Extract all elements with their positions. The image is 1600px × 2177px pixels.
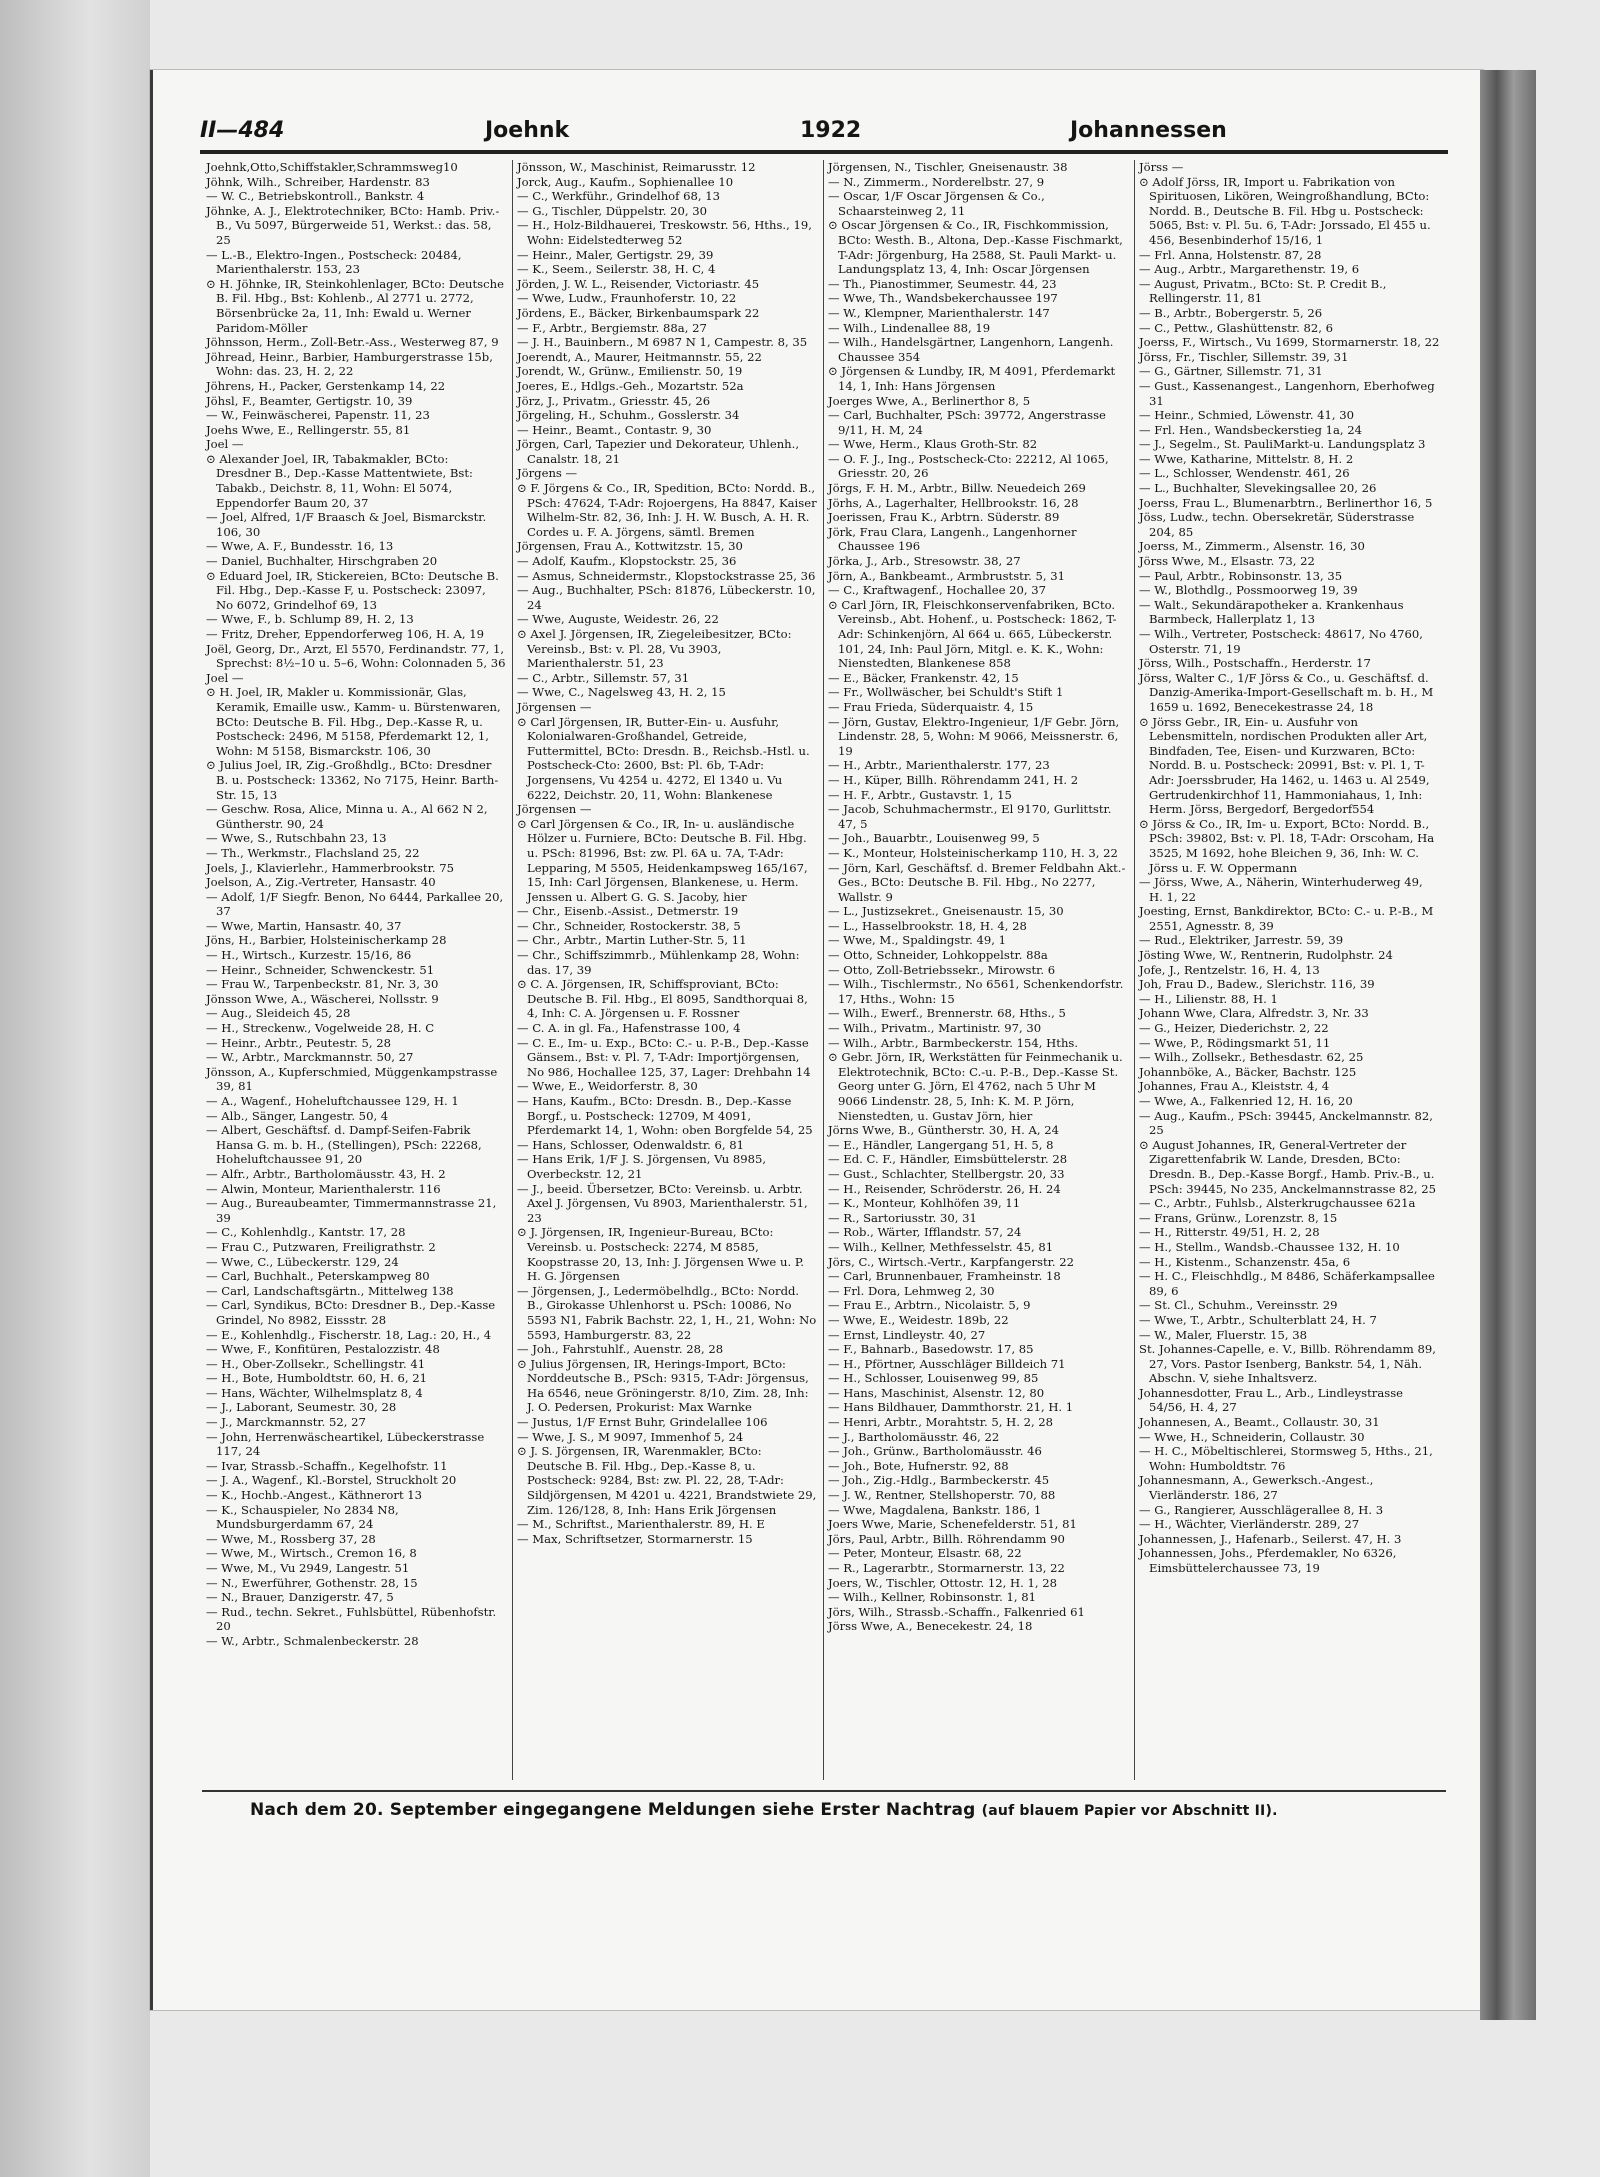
- directory-entry: Jöhsl, F., Beamter, Gertigstr. 10, 39: [206, 393, 413, 408]
- directory-entry: — Aug., Kaufm., PSch: 39445, Anckelmannstr. 82, 25: [1139, 1108, 1433, 1138]
- directory-entry: — Frau Frieda, Süderquaistr. 4, 15: [828, 699, 1034, 714]
- directory-entry: — C., Kohlenhdlg., Kantstr. 17, 28: [206, 1225, 406, 1240]
- directory-entry: — Wwe, C., Lübeckerstr. 129, 24: [206, 1254, 399, 1269]
- directory-entry: — J., Bartholomäusstr. 46, 22: [828, 1429, 1000, 1444]
- directory-entry: ⊙ August Johannes, IR, General-Vertreter der Zigarettenfabrik W. Lande, Dresden, BCto: Dresdn. B., Dep.-Kasse Borgf., Hamb. Priv.-B., u. PSch: 39445, No 235, Anckelmannstrasse 82, 25: [1139, 1137, 1437, 1196]
- directory-entry: — W., Maler, Fluerstr. 15, 38: [1139, 1327, 1307, 1342]
- directory-entry: — Joel, Alfred, 1/F Braasch & Joel, Bismarckstr. 106, 30: [206, 510, 487, 539]
- directory-entry: — Hans, Schlosser, Odenwaldstr. 6, 81: [517, 1137, 745, 1152]
- directory-entry: — L.-B., Elektro-Ingen., Postscheck: 20484, Marienthalerstr. 153, 23: [206, 247, 462, 277]
- directory-entry: — Ivar, Strassb.-Schaffn., Kegelhofstr. 11: [206, 1458, 448, 1473]
- directory-entry: Jörk, Frau Clara, Langenh., Langenhorner Chaussee 196: [828, 524, 1077, 554]
- directory-entry: — Joh., Bote, Hufnerstr. 92, 88: [828, 1458, 1009, 1473]
- directory-entry: — Jörn, Karl, Geschäftsf. d. Bremer Feldbahn Akt.-Ges., BCto: Deutsche B. Fil. Hbg., No 2277, Wallstr. 9: [828, 860, 1126, 904]
- directory-entry: — H., Reisender, Schröderstr. 26, H. 24: [828, 1181, 1061, 1196]
- book-edge: [1480, 70, 1536, 2020]
- directory-entry: — N., Brauer, Danzigerstr. 47, 5: [206, 1590, 394, 1605]
- directory-entry: Joel —: [206, 670, 244, 685]
- directory-entry: — F., Arbtr., Bergiemstr. 88a, 27: [517, 320, 707, 335]
- directory-entry: — K., Seem., Seilerstr. 38, H. C, 4: [517, 262, 716, 277]
- directory-entry: Jönsson, A., Kupferschmied, Müggenkampstrasse 39, 81: [206, 1064, 498, 1094]
- directory-entry: — Max, Schriftsetzer, Stormarnerstr. 15: [517, 1531, 753, 1546]
- directory-entry: Jörgensen, Frau A., Kottwitzstr. 15, 30: [517, 539, 743, 554]
- directory-entry: — Wwe, A., Falkenried 12, H. 16, 20: [1139, 1094, 1353, 1108]
- column-1: [202, 160, 513, 1780]
- directory-entry: Joels, J., Klavierlehr., Hammerbrookstr. 75: [206, 860, 454, 875]
- directory-entry: — Aug., Arbtr., Margarethenstr. 19, 6: [1139, 262, 1360, 277]
- footer-main-text: Nach dem 20. September eingegangene Meldungen siehe Erster Nachtrag: [250, 1800, 976, 1820]
- directory-entry: — Jacob, Schuhmachermstr., El 9170, Gurlittstr. 47, 5: [828, 802, 1112, 831]
- right-running-head: Johannessen: [1070, 118, 1227, 143]
- directory-entry: ⊙ Carl Jörgensen, IR, Butter-Ein- u. Ausfuhr, Kolonialwaren-Großhandel, Getreide, Futtermittel, BCto: Dresdn. B., Reichsb.-Hstl. u. Postscheck-Cto: 2600, Bst: Pl. 6b, T-Adr: Jorgensens, Vu 4254 u. 4272, El 1340 u. Vu 6222, Deichstr. 20, 11, Wohn: Blankenese: [517, 714, 810, 802]
- directory-entry: — Justus, 1/F Ernst Buhr, Grindelallee 106: [517, 1415, 768, 1430]
- directory-entry: — J., Laborant, Seumestr. 30, 28: [206, 1400, 397, 1415]
- directory-entry: Jörss, Wilh., Postschaffn., Herderstr. 17: [1139, 656, 1371, 671]
- directory-entry: Jofe, J., Rentzelstr. 16, H. 4, 13: [1139, 962, 1320, 977]
- directory-entry: Jörss, Walter C., 1/F Jörss & Co., u. Geschäftsf. d. Danzig-Amerika-Import-Gesellschaft m. b. H., M 1659 u. 1692, Benecekestrasse 24, 18: [1139, 670, 1434, 714]
- directory-entry: Joerss, M., Zimmerm., Alsenstr. 16, 30: [1139, 539, 1365, 554]
- directory-entry: — Jörgensen, J., Ledermöbelhdlg., BCto: Nordd. B., Girokasse Uhlenhorst u. PSch: 10086, No 5593 N1, Fabrik Bachstr. 22, 1, H., 21, Wohn: No 5593, Hamburgerstr. 83, 22: [517, 1283, 817, 1342]
- directory-entry: — Wwe, E., Weidorferstr. 8, 30: [517, 1079, 698, 1094]
- directory-entry: ⊙ Carl Jörn, IR, Fleischkonservenfabriken, BCto. Vereinsb., Abt. Hohenf., u. Postscheck: 1862, T-Adr: Schinkenjörn, Al 664 u. 665, Lübeckerstr. 101, 24, Inh: Paul Jörn, Mitgl. e. K. K., Wohn: Nienstedten, Blankenese 858: [828, 597, 1117, 671]
- directory-entry: — G., Rangierer, Ausschlägerallee 8, H. 3: [1139, 1502, 1384, 1517]
- directory-entry: — H. F., Arbtr., Gustavstr. 1, 15: [828, 787, 1012, 802]
- directory-entry: — Adolf, 1/F Siegfr. Benon, No 6444, Parkallee 20, 37: [206, 889, 504, 919]
- directory-entry: — J., beeid. Übersetzer, BCto: Vereinsb. u. Arbtr. Axel J. Jörgensen, Vu 8903, Marienthalerstr. 51, 23: [517, 1181, 808, 1225]
- directory-entry: — Chr., Arbtr., Martin Luther-Str. 5, 11: [517, 933, 747, 948]
- directory-entry: Jöss, Ludw., techn. Obersekretär, Süderstrasse 204, 85: [1139, 510, 1415, 539]
- directory-entry: — L., Justizsekret., Gneisenaustr. 15, 30: [828, 904, 1064, 919]
- directory-entry: — Paul, Arbtr., Robinsonstr. 13, 35: [1139, 568, 1343, 583]
- directory-entry: — Wwe, E., Weidestr. 189b, 22: [828, 1312, 1009, 1327]
- directory-entry: Jörka, J., Arb., Stresowstr. 38, 27: [828, 554, 1021, 569]
- directory-entry: — Fritz, Dreher, Eppendorferweg 106, H. A, 19: [206, 627, 485, 641]
- directory-entry: Jöhread, Heinr., Barbier, Hamburgerstrasse 15b, Wohn: das. 23, H. 2, 22: [206, 349, 493, 379]
- column-3: [824, 160, 1135, 1780]
- directory-entry: Jösting Wwe, W., Rentnerin, Rudolphstr. 24: [1139, 948, 1393, 963]
- directory-entry: — L., Buchhalter, Slevekingsallee 20, 26: [1139, 481, 1377, 496]
- directory-entry: Joers, W., Tischler, Ottostr. 12, H. 1, 28: [828, 1575, 1058, 1590]
- directory-entry: Jörgensen —: [517, 699, 592, 714]
- directory-entry: Jörs, Paul, Arbtr., Billh. Röhrendamm 90: [828, 1531, 1065, 1546]
- directory-entry: Jörns Wwe, B., Güntherstr. 30, H. A, 24: [828, 1123, 1059, 1138]
- directory-entry: — Albert, Geschäftsf. d. Dampf-Seifen-Fabrik Hansa G. m. b. H., (Stellingen), PSch: 22268, Hoheluftchaussee 91, 20: [206, 1123, 482, 1167]
- directory-entry: — Joh., Zig.-Hdlg., Barmbeckerstr. 45: [828, 1473, 1050, 1488]
- directory-entry: Jörz, J., Privatm., Griesstr. 45, 26: [517, 393, 711, 408]
- directory-entry: — J., Segelm., St. PauliMarkt-u. Landungsplatz 3: [1139, 437, 1426, 452]
- directory-entry: Jöhrens, H., Packer, Gerstenkamp 14, 22: [206, 378, 446, 393]
- directory-entry: — Ernst, Lindleystr. 40, 27: [828, 1327, 986, 1342]
- directory-entry: — Wilh., Handelsgärtner, Langenhorn, Langenh. Chaussee 354: [828, 335, 1114, 364]
- directory-entry: ⊙ Eduard Joel, IR, Stickereien, BCto: Deutsche B. Fil. Hbg., Dep.-Kasse F, u. Postscheck: 23097, No 6072, Grindelhof 69, 13: [206, 568, 499, 612]
- directory-entry: — Frl. Anna, Holstenstr. 87, 28: [1139, 247, 1322, 262]
- directory-entry: — Heinr., Arbtr., Peutestr. 5, 28: [206, 1035, 391, 1050]
- directory-entry: — Wwe, Herm., Klaus Groth-Str. 82: [828, 437, 1038, 452]
- directory-entry: — Otto, Schneider, Lohkoppelstr. 88a: [828, 948, 1048, 963]
- directory-entry: — Heinr., Schneider, Schwenckestr. 51: [206, 962, 435, 977]
- column-2: [513, 160, 824, 1780]
- directory-entry: — J. H., Bauinbern., M 6987 N 1, Campestr. 8, 35: [517, 335, 808, 350]
- directory-entry: — F., Bahnarb., Basedowstr. 17, 85: [828, 1342, 1034, 1357]
- directory-entry: — H., Holz-Bildhauerei, Treskowstr. 56, Hths., 19, Wohn: Eidelstedterweg 52: [517, 218, 812, 247]
- footer-notice: [250, 1800, 1450, 1820]
- directory-entry: — H., Schlosser, Louisenweg 99, 85: [828, 1371, 1039, 1386]
- directory-entry: — Chr., Eisenb.-Assist., Detmerstr. 19: [517, 904, 739, 919]
- directory-entry: — St. Cl., Schuhm., Vereinsstr. 29: [1139, 1298, 1338, 1313]
- directory-entry: — W. C., Betriebskontroll., Bankstr. 4: [206, 189, 425, 204]
- directory-entry: — R., Sartoriusstr. 30, 31: [828, 1210, 977, 1225]
- directory-entry: ⊙ H. Joel, IR, Makler u. Kommissionär, Glas, Keramik, Emaille usw., Kamm- u. Bürstenwaren, BCto: Deutsche B. Fil. Hbg., Dep.-Kasse R, u. Postscheck: 2496, M 5158, Pferdemarkt 12, 1, Wohn: M 5158, Bismarckstr. 106, 30: [206, 685, 501, 758]
- directory-entry: Jörgeling, H., Schuhm., Gosslerstr. 34: [517, 408, 740, 423]
- directory-entry: — Heinr., Beamt., Contastr. 9, 30: [517, 422, 712, 437]
- directory-entry: — Alb., Sänger, Langestr. 50, 4: [206, 1108, 389, 1123]
- directory-entry: — A., Wagenf., Hoheluftchaussee 129, H. 1: [206, 1094, 459, 1108]
- page-number: II—484: [200, 118, 285, 143]
- directory-entry: ⊙ J. S. Jörgensen, IR, Warenmakler, BCto: Deutsche B. Fil. Hbg., Dep.-Kasse 8, u. Postscheck: 9284, Bst: zw. Pl. 22, 28, T-Adr: Sildjörgensen, M 4201 u. 4221, Brandstwiete 29, Zim. 126/128, 8, Inh: Hans Erik Jörgensen: [517, 1444, 817, 1517]
- directory-entry: — Geschw. Rosa, Alice, Minna u. A., Al 662 N 2, Güntherstr. 90, 24: [206, 802, 488, 831]
- page-header: [200, 118, 1450, 154]
- directory-entry: Joerss, F., Wirtsch., Vu 1699, Stormarnerstr. 18, 22: [1139, 335, 1440, 350]
- directory-entry: Jörn, A., Bankbeamt., Armbruststr. 5, 31: [828, 568, 1065, 583]
- directory-entry: Jörgens —: [517, 466, 578, 481]
- directory-entry: — H., Wirtsch., Kurzestr. 15/16, 86: [206, 948, 412, 963]
- column-4: [1135, 160, 1446, 1780]
- directory-entry: — Chr., Schiffszimmrb., Mühlenkamp 28, Wohn: das. 17, 39: [517, 948, 800, 977]
- directory-entry: — Wwe, Magdalena, Bankstr. 186, 1: [828, 1502, 1042, 1517]
- directory-entry: Johannessen, Johs., Pferdemakler, No 6326, Eimsbüttelerchaussee 73, 19: [1139, 1546, 1397, 1575]
- directory-entry: Jörgensen, N., Tischler, Gneisenaustr. 38: [828, 160, 1068, 174]
- directory-entry: — K., Monteur, Holsteinischerkamp 110, H. 3, 22: [828, 845, 1118, 860]
- directory-entry: ⊙ F. Jörgens & Co., IR, Spedition, BCto: Nordd. B., PSch: 47624, T-Adr: Rojoergens, Ha 8847, Kaiser Wilhelm-Str. 82, 36, Inh: J. H. W. Busch, A. H. R. Cordes u. F. A. Jörgens, sämtl. Bremen: [517, 481, 817, 539]
- directory-entry: — C., Kraftwagenf., Hochallee 20, 37: [828, 583, 1047, 598]
- directory-entry: — Carl, Buchhalt., Peterskampweg 80: [206, 1269, 430, 1284]
- directory-entry: Jörss —: [1139, 160, 1184, 174]
- directory-entry: — Aug., Bureaubeamter, Timmermannstrasse 21, 39: [206, 1196, 497, 1225]
- directory-entry: — Wilh., Zollsekr., Bethesdastr. 62, 25: [1139, 1050, 1364, 1065]
- directory-entry: — Wilh., Ewerf., Brennerstr. 68, Hths., 5: [828, 1006, 1066, 1021]
- directory-entry: — Wilh., Tischlermstr., No 6561, Schenkendorfstr. 17, Hths., Wohn: 15: [828, 977, 1124, 1006]
- directory-entry: ⊙ C. A. Jörgensen, IR, Schiffsproviant, BCto: Deutsche B. Fil. Hbg., El 8095, Sandthorquai 8, 4, Inh: C. A. Jörgensen u. F. Rossner: [517, 977, 808, 1021]
- directory-entry: — Heinr., Schmied, Löwenstr. 41, 30: [1139, 408, 1355, 423]
- directory-entry: — E., Kohlenhdlg., Fischerstr. 18, Lag.: 20, H., 4: [206, 1327, 492, 1342]
- directory-entry: — H., Küper, Billh. Röhrendamm 241, H. 2: [828, 772, 1079, 787]
- directory-entry: — Otto, Zoll-Betriebssekr., Mirowstr. 6: [828, 962, 1056, 977]
- directory-entry: — C., Werkführ., Grindelhof 68, 13: [517, 189, 721, 204]
- directory-entry: — Carl, Syndikus, BCto: Dresdner B., Dep.-Kasse Grindel, No 8982, Eissstr. 28: [206, 1298, 496, 1327]
- directory-entry: Joehs Wwe, E., Rellingerstr. 55, 81: [206, 422, 411, 437]
- directory-entry: — J. W., Rentner, Stellshoperstr. 70, 88: [828, 1488, 1056, 1503]
- directory-entry: — Wwe, P., Rödingsmarkt 51, 11: [1139, 1035, 1331, 1050]
- directory-entry: — Wwe, Th., Wandsbekerchaussee 197: [828, 291, 1058, 306]
- directory-entry: — H. C., Möbeltischlerei, Stormsweg 5, Hths., 21, Wohn: Humboldtstr. 76: [1139, 1444, 1433, 1473]
- year-running-head: 1922: [800, 118, 862, 143]
- scan-left-margin: [0, 0, 150, 2177]
- directory-entry: Joerendt, A., Maurer, Heitmannstr. 55, 22: [517, 349, 762, 364]
- directory-entry: — Jörss, Wwe, A., Näherin, Winterhuderweg 49, H. 1, 22: [1139, 875, 1423, 904]
- directory-entry: ⊙ Gebr. Jörn, IR, Werkstätten für Feinmechanik u. Elektrotechnik, BCto: C.-u. P.-B., Dep.-Kasse St. Georg unter G. Jörn, El 4762, nach 5 Uhr M 9066 Lindenstr. 28, 5, Inh: K. M. P. Jörn, Nienstedten, u. Gustav Jörn, hier: [828, 1050, 1123, 1123]
- directory-entry: — Alfr., Arbtr., Bartholomäusstr. 43, H. 2: [206, 1166, 446, 1181]
- directory-entry: — Adolf, Kaufm., Klopstockstr. 25, 36: [517, 554, 737, 569]
- directory-entry: — Chr., Schneider, Rostockerstr. 38, 5: [517, 918, 741, 933]
- directory-entry: — Wwe, J. S., M 9097, Immenhof 5, 24: [517, 1429, 744, 1444]
- directory-entry: — Ed. C. F., Händler, Eimsbüttelerstr. 28: [828, 1152, 1068, 1167]
- directory-entry: — Jörn, Gustav, Elektro-Ingenieur, 1/F Gebr. Jörn, Lindenstr. 28, 5, Wohn: M 9066, Meissnerstr. 6, 19: [828, 714, 1120, 758]
- directory-entry: — Wwe, A. F., Bundesstr. 16, 13: [206, 539, 394, 554]
- directory-entry: — Wwe, Ludw., Fraunhoferstr. 10, 22: [517, 291, 737, 306]
- directory-entry: — Joh., Bauarbtr., Louisenweg 99, 5: [828, 831, 1040, 846]
- directory-entry: — C., Arbtr., Sillemstr. 57, 31: [517, 670, 690, 685]
- directory-entry: ⊙ Carl Jörgensen & Co., IR, In- u. ausländische Hölzer u. Furniere, BCto: Deutsche B. Fil. Hbg. u. PSch: 81996, Bst: zw. Pl. 6A u. 7A, T-Adr: Lepparing, M 5505, Heidenkampsweg 165/167, 15, Inh: Carl Jörgensen, Blankenese, u. Herm. Jenssen u. Albert G. G. S. Jacoby, hier: [517, 816, 808, 904]
- directory-entry: — K., Monteur, Kohlhöfen 39, 11: [828, 1196, 1021, 1211]
- directory-entry: — Asmus, Schneidermstr., Klopstockstrasse 25, 36: [517, 568, 816, 583]
- directory-entry: — Rob., Wärter, Ifflandstr. 57, 24: [828, 1225, 1022, 1240]
- directory-entry: — H., Ritterstr. 49/51, H. 2, 28: [1139, 1225, 1320, 1240]
- directory-entry: — W., Arbtr., Marckmannstr. 50, 27: [206, 1050, 414, 1065]
- directory-entry: — August, Privatm., BCto: St. P. Credit B., Rellingerstr. 11, 81: [1139, 276, 1387, 306]
- directory-entry: — H., Streckenw., Vogelweide 28, H. C: [206, 1021, 435, 1036]
- directory-entry: — Wilh., Arbtr., Barmbeckerstr. 154, Hths.: [828, 1035, 1079, 1050]
- directory-entry: — R., Lagerarbtr., Stormarnerstr. 13, 22: [828, 1561, 1065, 1575]
- directory-entry: Joers Wwe, Marie, Schenefelderstr. 51, 81: [828, 1517, 1077, 1532]
- directory-entry: ⊙ Julius Jörgensen, IR, Herings-Import, BCto: Norddeutsche B., PSch: 9315, T-Adr: Jörgensus, Ha 6546, neue Gröningerstr. 8/10, Zim. 28, Inh: J. O. Pedersen, Prokurist: Max Warnke: [517, 1356, 809, 1415]
- directory-entry: — Wilh., Lindenallee 88, 19: [828, 320, 991, 335]
- footer-rule: [202, 1790, 1446, 1792]
- directory-entry: — H., Lilienstr. 88, H. 1: [1139, 991, 1278, 1006]
- directory-entry: Jörhs, A., Lagerhalter, Hellbrookstr. 16, 28: [828, 495, 1079, 510]
- directory-entry: ⊙ Alexander Joel, IR, Tabakmakler, BCto: Dresdner B., Dep.-Kasse Mattentwiete, Bst: Tabakb., Deichstr. 8, 11, Wohn: El 5074, Eppendorfer Baum 20, 37: [206, 451, 473, 510]
- directory-entry: — C., Pettw., Glashüttenstr. 82, 6: [1139, 320, 1334, 335]
- directory-entry: — Wwe, H., Schneiderin, Collaustr. 30: [1139, 1429, 1365, 1444]
- directory-entry: — Heinr., Maler, Gertigstr. 29, 39: [517, 247, 714, 262]
- directory-entry: — Aug., Sleideich 45, 28: [206, 1006, 351, 1021]
- directory-entry: Jörgensen —: [517, 802, 592, 817]
- directory-entry: Johannesmann, A., Gewerksch.-Angest., Vierländerstr. 186, 27: [1139, 1473, 1374, 1503]
- directory-entry: Jörgs, F. H. M., Arbtr., Billw. Neuedeich 269: [828, 481, 1086, 496]
- directory-entry: — W., Klempner, Marienthalerstr. 147: [828, 305, 1050, 320]
- directory-entry: — John, Herrenwäscheartikel, Lübeckerstrasse 117, 24: [206, 1429, 485, 1459]
- directory-columns: [202, 160, 1446, 1780]
- directory-entry: — G., Heizer, Diederichstr. 2, 22: [1139, 1021, 1329, 1036]
- directory-entry: — Alwin, Monteur, Marienthalerstr. 116: [206, 1181, 441, 1196]
- directory-entry: — Joh., Grünw., Bartholomäusstr. 46: [828, 1444, 1042, 1459]
- directory-entry: — Carl, Buchhalter, PSch: 39772, Angerstrasse 9/11, H. M, 24: [828, 408, 1106, 437]
- directory-entry: — C. A. in gl. Fa., Hafenstrasse 100, 4: [517, 1021, 741, 1036]
- directory-entry: — H., Stellm., Wandsb.-Chaussee 132, H. 10: [1139, 1239, 1400, 1254]
- directory-entry: — Peter, Monteur, Elsastr. 68, 22: [828, 1546, 1022, 1561]
- directory-entry: — G., Gärtner, Sillemstr. 71, 31: [1139, 364, 1323, 379]
- directory-entry: — Wilh., Kellner, Robinsonstr. 1, 81: [828, 1590, 1036, 1605]
- directory-entry: Jorck, Aug., Kaufm., Sophienallee 10: [517, 174, 734, 189]
- directory-entry: — E., Händler, Langergang 51, H. 5, 8: [828, 1137, 1054, 1152]
- directory-entry: — K., Schauspieler, No 2834 N8, Mundsburgerdamm 67, 24: [206, 1502, 399, 1532]
- directory-entry: — Rud., Elektriker, Jarrestr. 59, 39: [1139, 933, 1344, 948]
- directory-entry: — O. F. J., Ing., Postscheck-Cto: 22212, Al 1065, Griesstr. 20, 26: [828, 451, 1109, 481]
- directory-entry: — H., Arbtr., Marienthalerstr. 177, 23: [828, 758, 1050, 773]
- directory-entry: Joelson, A., Zig.-Vertreter, Hansastr. 40: [206, 875, 436, 890]
- directory-entry: — H., Wächter, Vierländerstr. 289, 27: [1139, 1517, 1360, 1532]
- directory-entry: Joehnk,Otto,Schiffstakler,Schrammsweg10: [206, 160, 458, 174]
- directory-entry: ⊙ J. Jörgensen, IR, Ingenieur-Bureau, BCto: Vereinsb. u. Postscheck: 2274, M 8585, Koopstrasse 20, 13, Inh: J. Jörgensen Wwe u. P. H. G. Jörgensen: [517, 1225, 804, 1284]
- directory-entry: — Oscar, 1/F Oscar Jörgensen & Co., Schaarsteinweg 2, 11: [828, 189, 1045, 218]
- directory-entry: Jorendt, W., Grünw., Emilienstr. 50, 19: [517, 364, 743, 379]
- directory-entry: Joel —: [206, 437, 244, 452]
- directory-entry: — Gust., Kassenangest., Langenhorn, Eberhofweg 31: [1139, 378, 1435, 408]
- directory-entry: — Wilh., Vertreter, Postscheck: 48617, No 4760, Osterstr. 71, 19: [1139, 627, 1423, 656]
- directory-entry: — H., Ober-Zollsekr., Schellingstr. 41: [206, 1356, 426, 1371]
- directory-entry: — Wwe, Katharine, Mittelstr. 8, H. 2: [1139, 451, 1354, 466]
- directory-entry: — H., Kistenm., Schanzenstr. 45a, 6: [1139, 1254, 1351, 1269]
- directory-entry: — Hans Bildhauer, Dammthorstr. 21, H. 1: [828, 1400, 1074, 1415]
- directory-entry: ⊙ Julius Joel, IR, Zig.-Großhdlg., BCto: Dresdner B. u. Postscheck: 13362, No 7175, Heinr. Barth-Str. 15, 13: [206, 758, 499, 802]
- directory-entry: — Frau E., Arbtrn., Nicolaistr. 5, 9: [828, 1298, 1031, 1313]
- directory-entry: Jöhnk, Wilh., Schreiber, Hardenstr. 83: [206, 174, 430, 189]
- directory-entry: Joerissen, Frau K., Arbtrn. Süderstr. 89: [828, 510, 1060, 525]
- directory-entry: Johannesdotter, Frau L., Arb., Lindleystrasse 54/56, H. 4, 27: [1139, 1385, 1404, 1415]
- directory-entry: — N., Zimmerm., Norderelbstr. 27, 9: [828, 174, 1045, 189]
- header-rule: [200, 150, 1448, 154]
- directory-entry: — Aug., Buchhalter, PSch: 81876, Lübeckerstr. 10, 24: [517, 583, 816, 612]
- directory-entry: — Wilh., Kellner, Methfesselstr. 45, 81: [828, 1239, 1054, 1254]
- directory-entry: — Frau C., Putzwaren, Freiligrathstr. 2: [206, 1239, 436, 1254]
- directory-entry: Johann Wwe, Clara, Alfredstr. 3, Nr. 33: [1139, 1006, 1369, 1021]
- directory-entry: ⊙ Jörss & Co., IR, Im- u. Export, BCto: Nordd. B., PSch: 39802, Bst: v. Pl. 18, T-Adr: Orscoham, Ha 3525, M 1692, hohe Bleichen 9, 36, Inh: W. C. Jörss u. F. W. Oppermann: [1139, 816, 1435, 875]
- directory-entry: — C. E., Im- u. Exp., BCto: C.- u. P.-B., Dep.-Kasse Gänsem., Bst: v. Pl. 7, T-Adr: Importjörgensen, No 986, Hochallee 125, 37, Lager: Drehbahn 14: [517, 1035, 811, 1079]
- directory-entry: — Hans, Maschinist, Alsenstr. 12, 80: [828, 1385, 1045, 1400]
- directory-entry: — Frau W., Tarpenbeckstr. 81, Nr. 3, 30: [206, 977, 439, 992]
- directory-entry: ⊙ Oscar Jörgensen & Co., IR, Fischkommission, BCto: Westh. B., Altona, Dep.-Kasse Fischmarkt, T-Adr: Jörgenburg, Ha 2588, St. Pauli Markt- u. Landungsplatz 13, 4, Inh: Oscar Jörgensen: [828, 218, 1123, 277]
- directory-entry: — Daniel, Buchhalter, Hirschgraben 20: [206, 554, 438, 569]
- directory-entry: Johannesen, A., Beamt., Collaustr. 30, 31: [1139, 1415, 1380, 1430]
- directory-entry: — J., Marckmannstr. 52, 27: [206, 1415, 366, 1430]
- directory-entry: — H., Bote, Humboldtstr. 60, H. 6, 21: [206, 1371, 427, 1386]
- directory-entry: — Carl, Landschaftsgärtn., Mittelweg 138: [206, 1283, 454, 1298]
- directory-entry: Jörss Wwe, M., Elsastr. 73, 22: [1139, 554, 1315, 569]
- directory-entry: — Th., Pianostimmer, Seumestr. 44, 23: [828, 276, 1057, 291]
- directory-entry: — Wwe, M., Spaldingstr. 49, 1: [828, 933, 1007, 948]
- directory-entry: Jördens, E., Bäcker, Birkenbaumspark 22: [517, 305, 760, 320]
- directory-entry: Jönsson, W., Maschinist, Reimarusstr. 12: [517, 160, 756, 174]
- directory-entry: — W., Blothdlg., Possmoorweg 19, 39: [1139, 583, 1358, 598]
- directory-entry: — Carl, Brunnenbauer, Framheinstr. 18: [828, 1269, 1061, 1284]
- directory-entry: Jönsson Wwe, A., Wäscherei, Nollsstr. 9: [206, 991, 439, 1006]
- directory-entry: — N., Ewerführer, Gothenstr. 28, 15: [206, 1575, 418, 1590]
- directory-entry: Jörgen, Carl, Tapezier und Dekorateur, Uhlenh., Canalstr. 18, 21: [517, 437, 800, 466]
- directory-entry: ⊙ Jörss Gebr., IR, Ein- u. Ausfuhr von Lebensmitteln, nordischen Produkten aller Art, Bindfaden, Tee, Eisen- und Kurzwaren, BCto: Nordd. B. u. Postscheck: 20991, Bst: v. Pl. 1, T-Adr: Joerssbruder, Ha 1462, u. 1463 u. Al 2549, Gertrudenkirchhof 11, Hammoniahaus, 1, Inh: Herm. Jörss, Bergedorf, Bergedorf554: [1139, 714, 1430, 817]
- directory-entry: — Hans, Kaufm., BCto: Dresdn. B., Dep.-Kasse Borgf., u. Postscheck: 12709, M 4091, Pferdemarkt 14, 1, Wohn: oben Borgfelde 54, 25: [517, 1094, 813, 1138]
- directory-entry: — W., Feinwäscherei, Papenstr. 11, 23: [206, 408, 430, 423]
- directory-entry: Joh, Frau D., Badew., Slerichstr. 116, 39: [1139, 977, 1375, 992]
- directory-entry: Johannböke, A., Bäcker, Bachstr. 125: [1139, 1064, 1357, 1079]
- footer-note: (auf blauem Papier vor Abschnitt II).: [981, 1803, 1278, 1819]
- left-running-head: Joehnk: [485, 118, 570, 143]
- directory-entry: — Wwe, M., Vu 2949, Langestr. 51: [206, 1561, 410, 1575]
- directory-entry: — Walt., Sekundärapotheker a. Krankenhaus Barmbeck, Hallerplatz 1, 13: [1139, 597, 1404, 627]
- directory-entry: — Frl. Hen., Wandsbeckerstieg 1a, 24: [1139, 422, 1362, 437]
- directory-entry: — Wwe, C., Nagelsweg 43, H. 2, 15: [517, 685, 726, 700]
- directory-entry: — J. A., Wagenf., Kl.-Borstel, Struckholt 20: [206, 1473, 457, 1488]
- directory-entry: — Frans, Grünw., Lorenzstr. 8, 15: [1139, 1210, 1338, 1225]
- directory-entry: Joerges Wwe, A., Berlinerthor 8, 5: [828, 393, 1031, 408]
- directory-entry: Jöns, H., Barbier, Holsteinischerkamp 28: [206, 933, 447, 948]
- directory-entry: Jöhnke, A. J., Elektrotechniker, BCto: Hamb. Priv.-B., Vu 5097, Bürgerweide 51, Werkst.: das. 58, 25: [206, 203, 500, 247]
- directory-entry: Joël, Georg, Dr., Arzt, El 5570, Ferdinandstr. 77, 1, Sprechst: 8½–10 u. 5–6, Wohn: Colonnaden 5, 36: [206, 641, 506, 671]
- directory-entry: — L., Schlosser, Wendenstr. 461, 26: [1139, 466, 1350, 481]
- directory-entry: — Rud., techn. Sekret., Fuhlsbüttel, Rübenhofstr. 20: [206, 1604, 497, 1634]
- directory-entry: — M., Schriftst., Marienthalerstr. 89, H. E: [517, 1517, 765, 1532]
- directory-entry: — H., Pförtner, Ausschläger Billdeich 71: [828, 1356, 1066, 1371]
- directory-entry: — L., Hasselbrookstr. 18, H. 4, 28: [828, 918, 1027, 933]
- directory-entry: — Th., Werkmstr., Flachsland 25, 22: [206, 845, 420, 860]
- directory-entry: Jörs, C., Wirtsch.-Vertr., Karpfangerstr. 22: [828, 1254, 1075, 1269]
- directory-entry: ⊙ Jörgensen & Lundby, IR, M 4091, Pferdemarkt 14, 1, Inh: Hans Jörgensen: [828, 364, 1116, 393]
- directory-entry: — E., Bäcker, Frankenstr. 42, 15: [828, 670, 1019, 685]
- directory-entry: Jöhnsson, Herm., Zoll-Betr.-Ass., Westerweg 87, 9: [206, 335, 499, 350]
- directory-entry: — Wwe, M., Wirtsch., Cremon 16, 8: [206, 1546, 417, 1561]
- directory-entry: — Wilh., Privatm., Martinistr. 97, 30: [828, 1021, 1042, 1036]
- directory-entry: ⊙ Axel J. Jörgensen, IR, Ziegeleibesitzer, BCto: Vereinsb., Bst: v. Pl. 28, Vu 3903, Marienthalerstr. 51, 23: [517, 627, 792, 671]
- directory-entry: — Wwe, S., Rutschbahn 23, 13: [206, 831, 387, 846]
- directory-entry: Johannessen, J., Hafenarb., Seilerst. 47, H. 3: [1139, 1531, 1402, 1546]
- directory-entry: Jörs, Wilh., Strassb.-Schaffn., Falkenried 61: [828, 1604, 1085, 1619]
- directory-entry: ⊙ Adolf Jörss, IR, Import u. Fabrikation von Spirituosen, Likören, Weingroßhandlung, BCto: Nordd. B., Deutsche B. Fil. Hbg u. Postscheck: 5065, Bst: v. Pl. 5u. 6, T-Adr: Jorssado, El 455 u. 456, Besenbinderhof 15/16, 1: [1139, 174, 1431, 247]
- directory-entry: — Fr., Wollwäscher, bei Schuldt's Stift 1: [828, 685, 1064, 700]
- directory-entry: — Frl. Dora, Lehmweg 2, 30: [828, 1283, 995, 1298]
- directory-entry: Jörss Wwe, A., Benecekestr. 24, 18: [828, 1619, 1033, 1634]
- directory-entry: — Wwe, M., Rossberg 37, 28: [206, 1531, 376, 1546]
- directory-entry: — Wwe, F., b. Schlump 89, H. 2, 13: [206, 612, 414, 627]
- directory-entry: — C., Arbtr., Fuhlsb., Alsterkrugchaussee 621a: [1139, 1196, 1416, 1211]
- directory-entry: St. Johannes-Capelle, e. V., Billb. Röhrendamm 89, 27, Vors. Pastor Isenberg, Bankstr. 54, 1, Näh. Abschn. V, siehe Inhaltsverz.: [1139, 1342, 1436, 1386]
- directory-entry: — K., Hochb.-Angest., Käthnerort 13: [206, 1488, 423, 1503]
- directory-entry: — H. C., Fleischhdlg., M 8486, Schäferkampsallee 89, 6: [1139, 1269, 1435, 1298]
- directory-entry: Joesting, Ernst, Bankdirektor, BCto: C.- u. P.-B., M 2551, Agnesstr. 8, 39: [1139, 904, 1434, 933]
- directory-entry: Jörss, Fr., Tischler, Sillemstr. 39, 31: [1139, 349, 1349, 364]
- directory-entry: — Gust., Schlachter, Stellbergstr. 20, 33: [828, 1166, 1065, 1181]
- directory-entry: Jörden, J. W. L., Reisender, Victoriastr. 45: [517, 276, 760, 291]
- directory-entry: ⊙ H. Jöhnke, IR, Steinkohlenlager, BCto: Deutsche B. Fil. Hbg., Bst: Kohlenb., Al 2771 u. 2772, Börsenbrücke 2a, 11, Inh: Ewald u. Werner Paridom-Möller: [206, 276, 504, 335]
- directory-entry: Joerss, Frau L., Blumenarbtrn., Berlinerthor 16, 5: [1139, 495, 1433, 510]
- directory-entry: — G., Tischler, Düppelstr. 20, 30: [517, 203, 708, 218]
- directory-entry: Joeres, E., Hdlgs.-Geh., Mozartstr. 52a: [517, 378, 744, 393]
- directory-entry: — Wwe, T., Arbtr., Schulterblatt 24, H. 7: [1139, 1312, 1377, 1327]
- directory-entry: Johannes, Frau A., Kleiststr. 4, 4: [1139, 1079, 1330, 1094]
- directory-entry: — Henri, Arbtr., Morahtstr. 5, H. 2, 28: [828, 1415, 1054, 1430]
- directory-entry: — Hans Erik, 1/F J. S. Jörgensen, Vu 8985, Overbeckstr. 12, 21: [517, 1152, 767, 1181]
- directory-entry: — Hans, Wächter, Wilhelmsplatz 8, 4: [206, 1385, 423, 1400]
- directory-entry: — Joh., Fahrstuhlf., Auenstr. 28, 28: [517, 1342, 724, 1357]
- directory-entry: — Wwe, Martin, Hansastr. 40, 37: [206, 918, 402, 933]
- directory-entry: — W., Arbtr., Schmalenbeckerstr. 28: [206, 1633, 419, 1648]
- directory-entry: — B., Arbtr., Bobergerstr. 5, 26: [1139, 305, 1323, 320]
- directory-entry: — Wwe, Auguste, Weidestr. 26, 22: [517, 612, 719, 627]
- directory-entry: — Wwe, F., Konfitüren, Pestalozzistr. 48: [206, 1342, 440, 1357]
